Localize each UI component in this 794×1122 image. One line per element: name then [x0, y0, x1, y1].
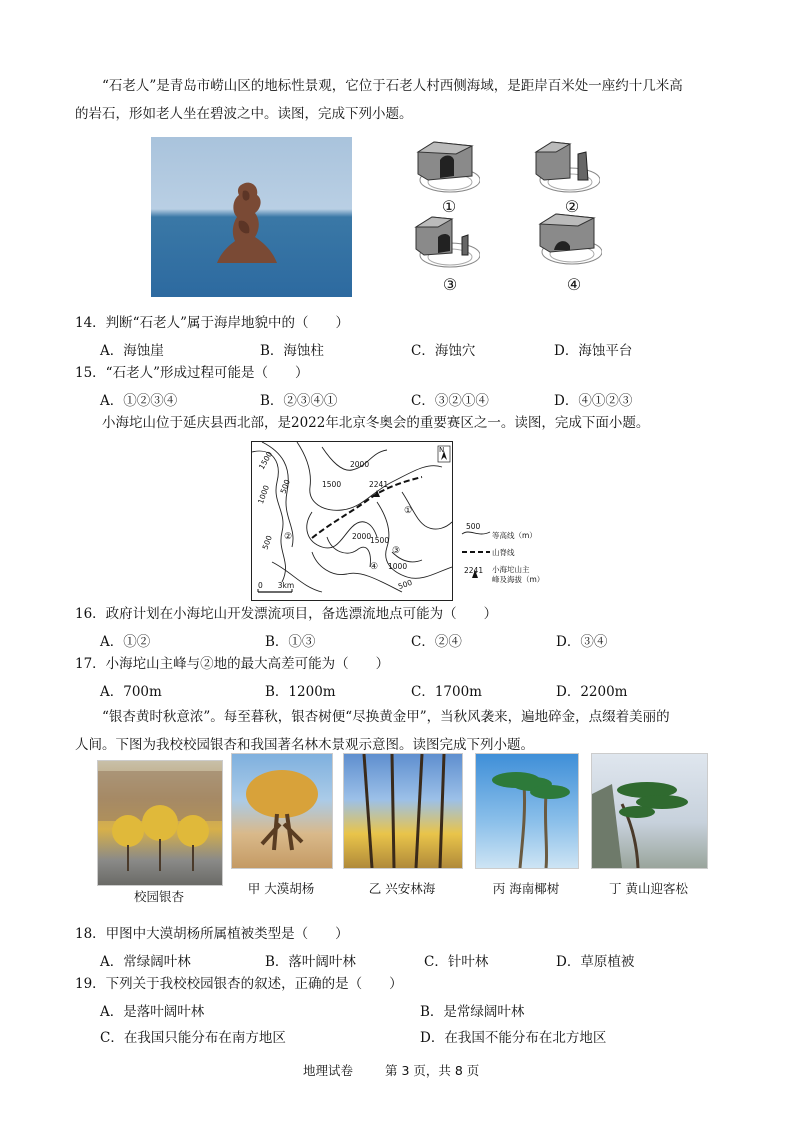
- photo-caption-desert-poplar: 甲 大漠胡杨: [247, 881, 315, 896]
- q18-stem: 18．甲图中大漠胡杨所属植被类型是（ ）: [75, 926, 349, 942]
- contour-map: [251, 441, 453, 601]
- sketch-label-2: ②: [564, 197, 580, 216]
- q19-option-a[interactable]: A．是落叶阔叶林: [100, 1004, 205, 1020]
- map-point-4: ④: [370, 562, 379, 572]
- q19-option-d[interactable]: D．在我国不能分布在北方地区: [420, 1030, 607, 1046]
- campus-ginkgo-photo: [97, 760, 223, 886]
- contour-label: 500: [396, 577, 414, 592]
- q17-option-c[interactable]: C．1700m: [411, 684, 482, 700]
- shilaoren-photo: [151, 137, 352, 297]
- q15-option-a[interactable]: A．①②③④: [100, 393, 178, 409]
- q19-option-b[interactable]: B．是常绿阔叶林: [420, 1004, 525, 1020]
- q16-option-a[interactable]: A．①②: [100, 634, 151, 650]
- huangshan-pine-photo: [591, 753, 708, 869]
- sketch-label-3: ③: [442, 275, 458, 294]
- q16-option-c[interactable]: C．②④: [411, 634, 462, 650]
- q14-option-a[interactable]: A．海蚀崖: [100, 343, 164, 359]
- legend-peak-label: 峰及海拔（m）: [492, 575, 545, 584]
- north-arrow-label: N: [439, 446, 445, 454]
- scale-bar: 0 3km: [258, 581, 295, 590]
- q15-option-d[interactable]: D．④①②③: [554, 393, 633, 409]
- photo-caption-campus-ginkgo: 校园银杏: [133, 889, 184, 904]
- legend-contour-label: 等高线（m）: [492, 531, 537, 540]
- q18-option-a[interactable]: A．常绿阔叶林: [100, 954, 191, 970]
- map-legend: [460, 522, 560, 602]
- q14-option-d[interactable]: D．海蚀平台: [554, 343, 633, 359]
- q17-option-a[interactable]: A．700m: [100, 684, 162, 700]
- sketch-label-4: ④: [566, 275, 582, 294]
- contour-label: 1000: [256, 483, 272, 506]
- q14-option-b[interactable]: B．海蚀柱: [260, 343, 324, 359]
- photo-caption-xingan-forest: 乙 兴安林海: [368, 881, 436, 896]
- contour-label: 2000: [350, 460, 370, 469]
- q18-option-d[interactable]: D．草原植被: [556, 954, 635, 970]
- map-point-2: ②: [284, 532, 293, 542]
- peak-elevation: 2241: [369, 480, 389, 489]
- contour-label: 1500: [256, 449, 275, 472]
- q15-stem: 15．“石老人”形成过程可能是（ ）: [75, 365, 309, 381]
- contour-label: 1500: [322, 480, 342, 489]
- legend-peak-value: 2241: [464, 566, 484, 575]
- intro-3-line-1: “银杏黄时秋意浓”。每至暮秋，银杏树便“尽换黄金甲”，当秋风袭来，遍地碎金，点缀着美丽的: [102, 709, 670, 725]
- q16-option-b[interactable]: B．①③: [265, 634, 316, 650]
- q16-option-d[interactable]: D．③④: [556, 634, 608, 650]
- xingan-forest-photo: [343, 753, 463, 869]
- contour-label: 1500: [370, 536, 390, 545]
- contour-label: 500: [278, 478, 292, 495]
- map-point-1: ①: [404, 506, 413, 516]
- q18-option-b[interactable]: B．落叶阔叶林: [265, 954, 356, 970]
- q16-stem: 16．政府计划在小海坨山开发漂流项目，备选漂流地点可能为（ ）: [75, 606, 498, 622]
- map-point-3: ③: [392, 546, 401, 556]
- q14-option-c[interactable]: C．海蚀穴: [411, 343, 476, 359]
- q17-stem: 17．小海坨山主峰与②地的最大高差可能为（ ）: [75, 656, 390, 672]
- q14-stem: 14．判断“石老人”属于海岸地貌中的（ ）: [75, 315, 349, 331]
- hainan-palm-photo: [475, 753, 579, 869]
- desert-poplar-photo: [231, 753, 333, 869]
- contour-label: 2000: [352, 532, 372, 541]
- sketch-1-arch: [410, 140, 480, 196]
- photo-caption-hainan-palm: 丙 海南椰树: [492, 881, 560, 896]
- q15-option-c[interactable]: C．③②①④: [411, 393, 489, 409]
- sketch-label-1: ①: [441, 197, 457, 216]
- q19-stem: 19．下列关于我校校园银杏的叙述，正确的是（ ）: [75, 976, 403, 992]
- sketch-3-stack: [410, 215, 480, 271]
- q19-option-c[interactable]: C．在我国只能分布在南方地区: [100, 1030, 286, 1046]
- contour-label: 500: [260, 534, 274, 551]
- q15-option-b[interactable]: B．②③④①: [260, 393, 338, 409]
- footer-subject: 地理试卷: [303, 1063, 354, 1078]
- sketch-4-cave: [532, 212, 602, 268]
- q17-option-d[interactable]: D．2200m: [556, 684, 628, 700]
- intro-passage-1: [75, 72, 725, 128]
- contour-label: 1000: [388, 562, 408, 571]
- intro-1-line-1: “石老人”是青岛市崂山区的地标性景观，它位于石老人村西侧海域，是距岸百米处一座约十几米高: [102, 78, 683, 94]
- intro-passage-2: 小海坨山位于延庆县西北部，是2022年北京冬奥会的重要赛区之一。读图，完成下面小题。: [102, 415, 650, 431]
- q18-option-c[interactable]: C．针叶林: [424, 954, 489, 970]
- legend-contour-value: 500: [466, 522, 481, 531]
- intro-passage-3: [75, 703, 725, 759]
- q17-option-b[interactable]: B．1200m: [265, 684, 336, 700]
- sea-stack-rock: [211, 177, 281, 267]
- legend-peak-label: 小海坨山主: [492, 565, 530, 574]
- sketch-2-stack: [530, 140, 600, 196]
- intro-3-line-2: 人间。下图为我校校园银杏和我国著名林木景观示意图。读图完成下列小题。: [75, 737, 534, 753]
- footer-page-number: 第 3 页，共 8 页: [385, 1063, 480, 1078]
- photo-caption-huangshan-pine: 丁 黄山迎客松: [609, 881, 688, 896]
- intro-1-line-2: 的岩石，形如老人坐在碧波之中。读图，完成下列小题。: [75, 106, 413, 122]
- legend-ridge-label: 山脊线: [492, 548, 515, 557]
